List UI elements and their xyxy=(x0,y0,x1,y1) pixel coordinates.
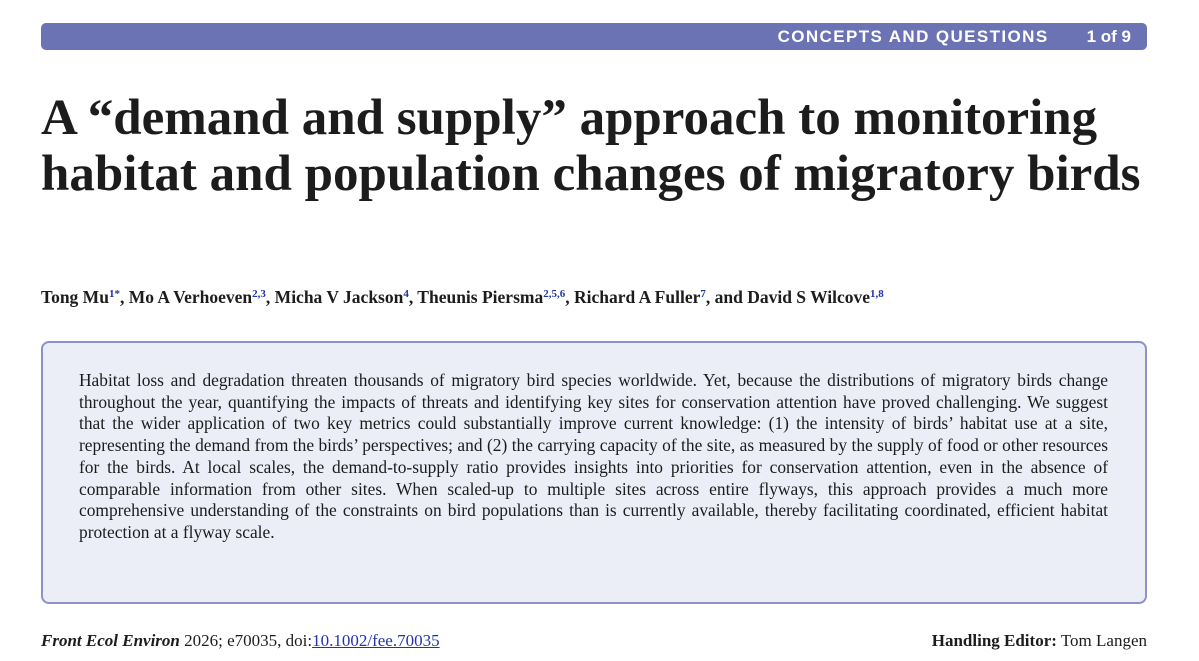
author-separator: , xyxy=(265,287,275,307)
page-indicator: 1 of 9 xyxy=(1086,26,1131,46)
handling-editor xyxy=(932,631,1147,651)
doi-link[interactable]: 10.1002/fee.70035 xyxy=(312,631,440,650)
editor-label: Handling Editor: xyxy=(931,631,1057,650)
abstract-box xyxy=(41,341,1147,604)
author-affiliation[interactable]: 7 xyxy=(700,288,706,300)
author-separator: , xyxy=(119,287,129,307)
citation xyxy=(41,631,440,651)
citation-details: 2026; e70035, doi: xyxy=(179,631,313,650)
author-name[interactable]: Tong Mu xyxy=(41,287,109,307)
author-separator: , xyxy=(408,287,418,307)
author-affiliation[interactable]: 1,8 xyxy=(870,288,884,300)
author-list xyxy=(41,286,1151,308)
author-name[interactable]: Micha V Jackson xyxy=(274,287,404,307)
journal-name: Front Ecol Environ xyxy=(41,631,180,650)
footer xyxy=(41,631,1147,651)
header-bar xyxy=(41,23,1147,50)
author-affiliation[interactable]: 1* xyxy=(108,288,120,300)
author-affiliation[interactable]: 2,3 xyxy=(252,288,266,300)
editor-name: Tom Langen xyxy=(1056,631,1147,650)
section-label: CONCEPTS AND QUESTIONS xyxy=(777,26,1049,46)
author-separator: , xyxy=(565,287,574,307)
author-separator: , and xyxy=(705,287,748,307)
author-name[interactable]: Mo A Verhoeven xyxy=(128,287,253,307)
author-affiliation[interactable]: 4 xyxy=(403,288,409,300)
article-title: A “demand and supply” approach to monitoring habitat and population changes of migratory birds xyxy=(41,90,1141,202)
author-name[interactable]: David S Wilcove xyxy=(747,287,871,307)
author-affiliation[interactable]: 2,5,6 xyxy=(543,288,566,300)
author-name[interactable]: Richard A Fuller xyxy=(573,287,701,307)
author-name[interactable]: Theunis Piersma xyxy=(417,287,544,307)
abstract-text: Habitat loss and degradation threaten thousands of migratory bird species worldwide. Yet, because the distributions of migratory birds change throughout the year, quantifying the impacts of threats and identifying key sites for conservation attention have proved challenging. We suggest that the wider application of two key metrics could substantially improve current knowledge: (1) the intensity of birds’ habitat use at a site, representing the demand from the birds’ perspectives; and (2) the carrying capacity of the site, as measured by the supply of food or other resources for the birds. At local scales, the demand-to-supply ratio provides insights into priorities for conservation attention, even in the absence of comparable information from other sites. When scaled-up to multiple sites across entire flyways, this approach provides a much more comprehensive understanding of the constraints on bird populations than is currently available, thereby facilitating coordinated, efficient habitat protection at a flyway scale. xyxy=(79,370,1108,542)
